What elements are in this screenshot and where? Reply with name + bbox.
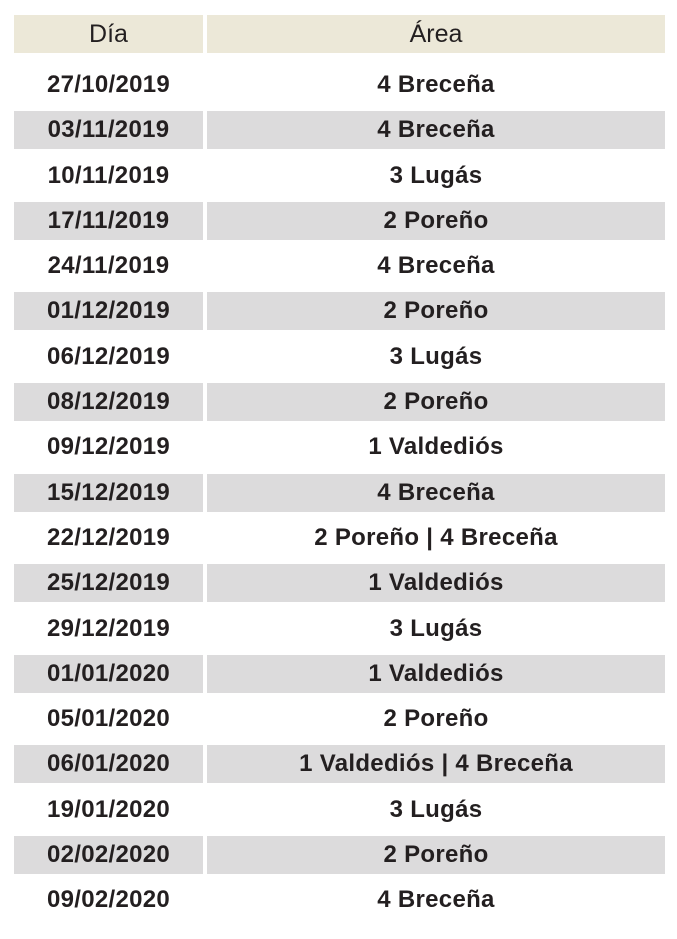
cell-day: 15/12/2019 <box>14 474 203 512</box>
cell-area: 4 Breceña <box>207 474 665 512</box>
cell-area: 4 Breceña <box>377 71 495 98</box>
cell-day: 17/11/2019 <box>14 202 203 240</box>
table-row <box>14 247 665 285</box>
cell-area: 3 Lugás <box>389 614 483 642</box>
cell-area: 2 Poreño <box>207 836 665 874</box>
table-row <box>14 157 665 195</box>
cell-day: 01/01/2020 <box>14 655 203 693</box>
cell-area: 2 Poreño <box>207 202 665 240</box>
cell-area: 1 Valdediós <box>207 564 665 602</box>
cell-day: 22/12/2019 <box>46 523 171 551</box>
table-row <box>14 111 665 149</box>
table-row <box>14 791 665 829</box>
cell-day: 25/12/2019 <box>14 564 203 602</box>
header-area: Área <box>207 15 665 53</box>
cell-area: 4 Breceña <box>377 252 495 280</box>
table-row <box>14 655 665 693</box>
table-body <box>14 66 665 919</box>
cell-area: 4 Breceña <box>377 886 495 914</box>
cell-day: 27/10/2019 <box>46 71 171 98</box>
cell-day: 09/12/2019 <box>46 433 171 461</box>
cell-day: 08/12/2019 <box>14 383 203 421</box>
table-row <box>14 700 665 738</box>
cell-area: 3 Lugás <box>389 161 483 189</box>
cell-day: 10/11/2019 <box>47 161 170 189</box>
cell-area: 3 Lugás <box>389 342 483 370</box>
cell-day: 19/01/2020 <box>46 795 171 823</box>
cell-day: 03/11/2019 <box>14 111 203 149</box>
schedule-table <box>14 15 665 927</box>
table-row <box>14 428 665 466</box>
cell-area: 4 Breceña <box>207 111 665 149</box>
table-row <box>14 519 665 557</box>
table-row <box>14 745 665 783</box>
table-row <box>14 202 665 240</box>
table-row <box>14 66 665 104</box>
cell-day: 05/01/2020 <box>46 705 171 733</box>
table-row <box>14 338 665 376</box>
cell-day: 29/12/2019 <box>46 614 171 642</box>
header-day: Día <box>14 15 203 53</box>
table-row <box>14 383 665 421</box>
cell-day: 24/11/2019 <box>47 252 170 280</box>
cell-area: 3 Lugás <box>389 795 483 823</box>
cell-area: 2 Poreño <box>207 383 665 421</box>
cell-day: 02/02/2020 <box>14 836 203 874</box>
cell-area: 2 Poreño <box>207 292 665 330</box>
cell-day: 06/12/2019 <box>46 342 171 370</box>
table-row <box>14 610 665 648</box>
cell-day: 09/02/2020 <box>46 886 171 914</box>
table-row <box>14 564 665 602</box>
table-row <box>14 292 665 330</box>
cell-area: 2 Poreño | 4 Breceña <box>314 523 558 551</box>
table-header <box>14 15 665 53</box>
table-row <box>14 836 665 874</box>
table-row <box>14 474 665 512</box>
cell-area: 1 Valdediós <box>368 433 504 461</box>
cell-day: 01/12/2019 <box>14 292 203 330</box>
table-row <box>14 881 665 919</box>
cell-area: 2 Poreño <box>383 705 489 733</box>
cell-area: 1 Valdediós | 4 Breceña <box>207 745 665 783</box>
cell-area: 1 Valdediós <box>207 655 665 693</box>
cell-day: 06/01/2020 <box>14 745 203 783</box>
